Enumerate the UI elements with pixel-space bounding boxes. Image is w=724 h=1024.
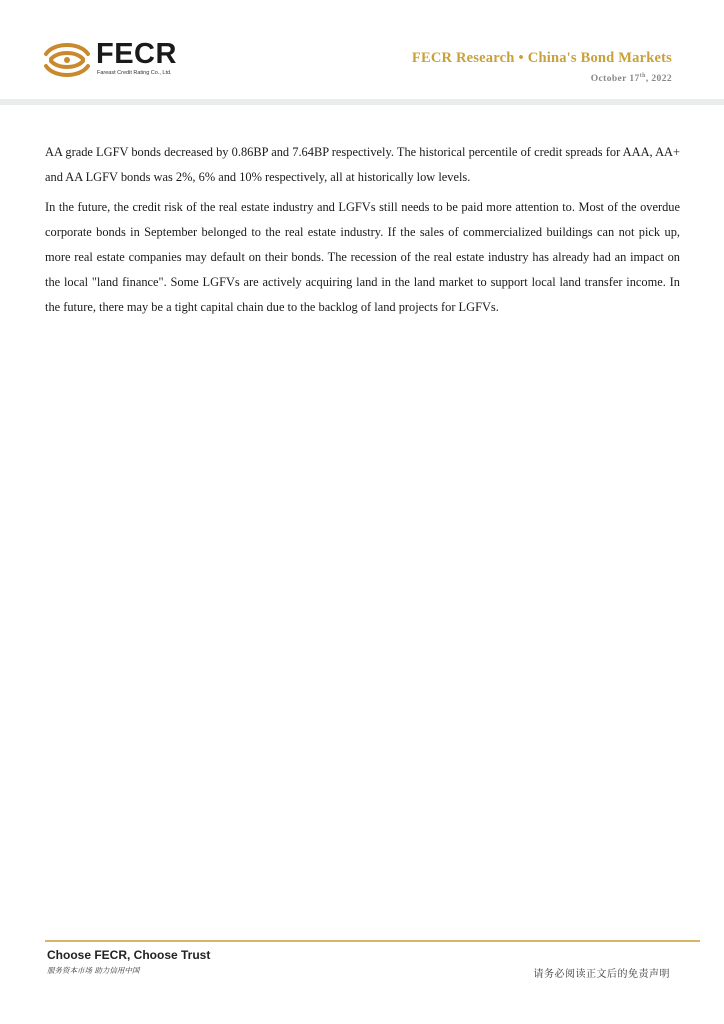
logo-wordmark: FECR xyxy=(96,38,177,70)
report-date-year: , 2022 xyxy=(645,74,672,85)
report-series-title xyxy=(412,50,672,67)
logo-subtitle: Fareast Credit Rating Co., Ltd. xyxy=(97,70,172,76)
footer-disclaimer: 请务必阅读正文后的免责声明 xyxy=(533,969,670,980)
body-paragraph: In the future, the credit risk of the real estate industry and LGFVs still needs to be paid more attention to. Most of the overdue corporate bonds in September belonged to the real estate industry. If the sales of commercialized buildings can not pick up, more real estate companies may default on their bonds. The recession of the real estate industry has already had an impact on the local "land finance". Some LGFVs are actively acquiring land in the land market to support local land transfer income. In the future, there may be a tight capital chain due to the backlog of land projects for LGFVs. xyxy=(45,200,680,314)
footer-slogan-chinese: 服务资本市场 助力信用中国 xyxy=(47,966,140,975)
body-paragraph: AA grade LGFV bonds decreased by 0.86BP and 7.64BP respectively. The historical percentile of credit spreads for AAA, AA+ and AA LGFV bonds was 2%, 6% and 10% respectively, all at historically low levels. xyxy=(45,145,680,184)
header-divider-band xyxy=(0,99,724,105)
report-date xyxy=(591,73,672,84)
fecr-logo-icon xyxy=(42,40,92,80)
report-series-right: China's Bond Markets xyxy=(527,50,672,66)
footer-slogan: Choose FECR, Choose Trust xyxy=(47,948,211,962)
page-header xyxy=(0,0,724,108)
report-date-month-day: October 17 xyxy=(590,74,640,85)
fecr-logo xyxy=(42,40,192,82)
report-series-left: FECR Research xyxy=(411,50,515,66)
title-separator: • xyxy=(518,50,524,66)
report-date-ordinal: th xyxy=(639,73,646,79)
footer-divider xyxy=(45,940,700,942)
report-body xyxy=(45,140,680,325)
